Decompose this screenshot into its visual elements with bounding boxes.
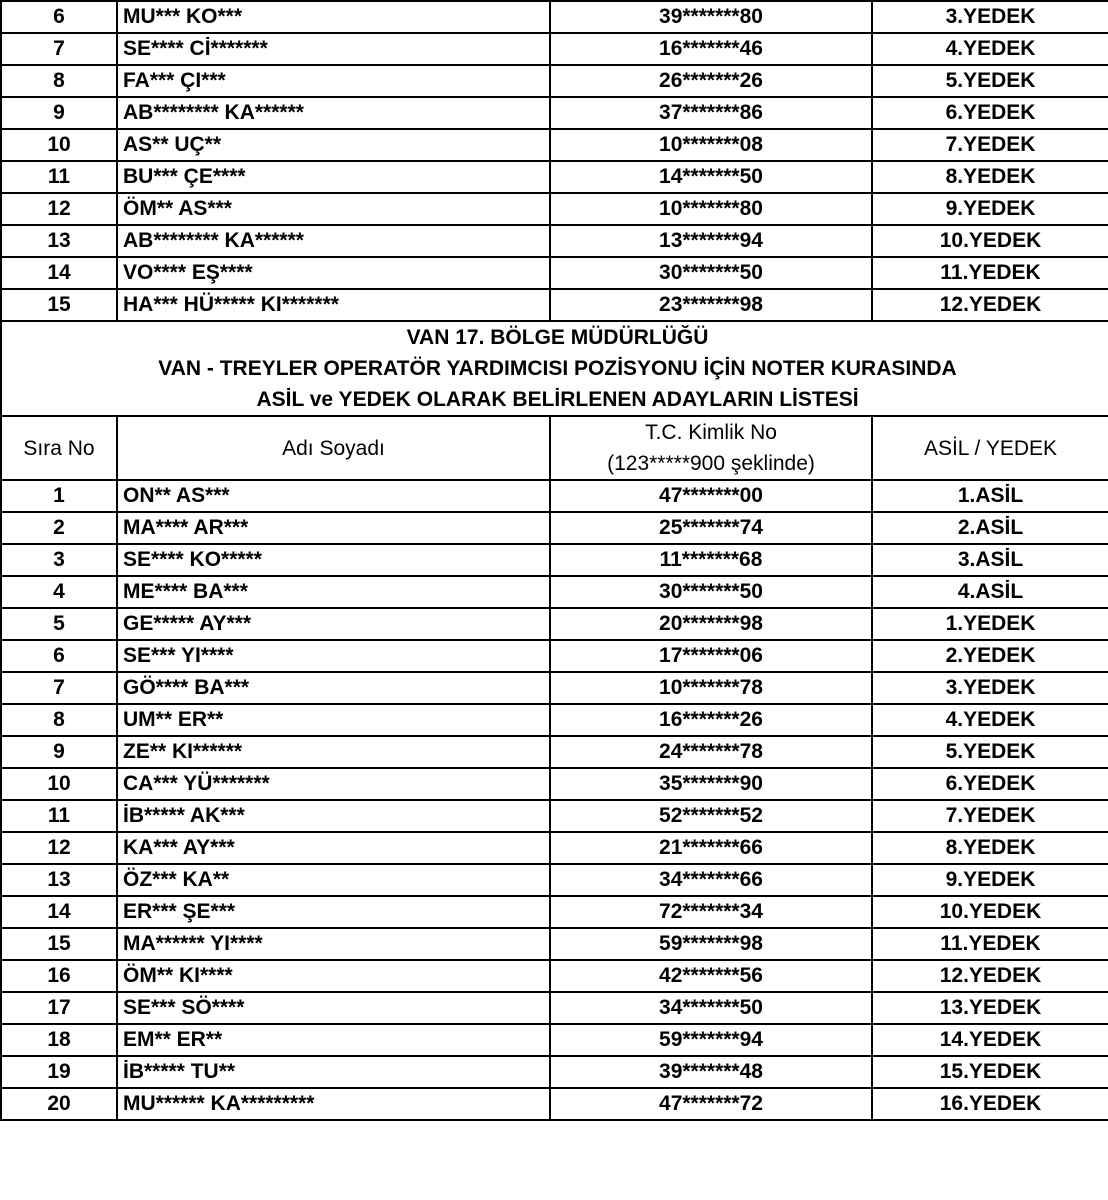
table-row <box>1 992 1108 1024</box>
table-row <box>1 161 1108 193</box>
status-cell: 5.YEDEK <box>872 65 1108 97</box>
candidate-name: SE**** KO***** <box>117 544 550 576</box>
row-number: 18 <box>1 1024 117 1056</box>
title-line-3: ASİL ve YEDEK OLARAK BELİRLENEN ADAYLARIN LİSTESİ <box>256 388 859 411</box>
table-row <box>1 257 1108 289</box>
row-number: 11 <box>1 161 117 193</box>
table-row <box>1 960 1108 992</box>
status-cell: 14.YEDEK <box>872 1024 1108 1056</box>
tc-number: 21*******66 <box>550 832 872 864</box>
table-row <box>1 193 1108 225</box>
status-cell: 7.YEDEK <box>872 800 1108 832</box>
row-number: 1 <box>1 480 117 512</box>
tc-number: 10*******08 <box>550 129 872 161</box>
tc-number: 16*******46 <box>550 33 872 65</box>
status-cell: 7.YEDEK <box>872 129 1108 161</box>
row-number: 17 <box>1 992 117 1024</box>
status-cell: 12.YEDEK <box>872 289 1108 321</box>
candidate-name: ER*** ŞE*** <box>117 896 550 928</box>
table-row <box>1 736 1108 768</box>
table-row <box>1 640 1108 672</box>
candidate-name: EM** ER** <box>117 1024 550 1056</box>
row-number: 11 <box>1 800 117 832</box>
table-row <box>1 544 1108 576</box>
row-number: 2 <box>1 512 117 544</box>
row-number: 4 <box>1 576 117 608</box>
candidate-name: UM** ER** <box>117 704 550 736</box>
tc-number: 14*******50 <box>550 161 872 193</box>
candidate-name: CA*** YÜ******* <box>117 768 550 800</box>
status-cell: 11.YEDEK <box>872 928 1108 960</box>
candidate-name: AS** UÇ** <box>117 129 550 161</box>
table-row <box>1 1 1108 33</box>
tc-number: 10*******78 <box>550 672 872 704</box>
row-number: 7 <box>1 33 117 65</box>
candidate-name: İB***** TU** <box>117 1056 550 1088</box>
row-number: 10 <box>1 129 117 161</box>
row-number: 8 <box>1 65 117 97</box>
header-sira-no: Sıra No <box>1 416 117 480</box>
section-title-row <box>1 321 1108 416</box>
tc-number: 24*******78 <box>550 736 872 768</box>
status-cell: 13.YEDEK <box>872 992 1108 1024</box>
tc-number: 20*******98 <box>550 608 872 640</box>
tc-number: 26*******26 <box>550 65 872 97</box>
row-number: 12 <box>1 832 117 864</box>
tc-number: 16*******26 <box>550 704 872 736</box>
table-row <box>1 129 1108 161</box>
status-cell: 10.YEDEK <box>872 896 1108 928</box>
row-number: 20 <box>1 1088 117 1120</box>
status-cell: 6.YEDEK <box>872 97 1108 129</box>
table-row <box>1 480 1108 512</box>
status-cell: 16.YEDEK <box>872 1088 1108 1120</box>
tc-number: 10*******80 <box>550 193 872 225</box>
tc-number: 34*******50 <box>550 992 872 1024</box>
section-title <box>1 321 1108 416</box>
table-row <box>1 608 1108 640</box>
table-row <box>1 512 1108 544</box>
candidate-name: ON** AS*** <box>117 480 550 512</box>
candidate-name: AB******** KA****** <box>117 97 550 129</box>
tc-number: 39*******80 <box>550 1 872 33</box>
tc-number: 47*******00 <box>550 480 872 512</box>
candidate-name: VO**** EŞ**** <box>117 257 550 289</box>
row-number: 14 <box>1 257 117 289</box>
table-row <box>1 864 1108 896</box>
status-cell: 9.YEDEK <box>872 864 1108 896</box>
candidate-name: MA****** YI**** <box>117 928 550 960</box>
table-row <box>1 576 1108 608</box>
row-number: 3 <box>1 544 117 576</box>
tc-number: 42*******56 <box>550 960 872 992</box>
candidate-name: SE**** Cİ******* <box>117 33 550 65</box>
tc-number: 52*******52 <box>550 800 872 832</box>
table-row <box>1 800 1108 832</box>
candidate-name: ÖM** KI**** <box>117 960 550 992</box>
row-number: 6 <box>1 640 117 672</box>
tc-number: 23*******98 <box>550 289 872 321</box>
candidate-name: MU****** KA********* <box>117 1088 550 1120</box>
row-number: 13 <box>1 225 117 257</box>
status-cell: 1.YEDEK <box>872 608 1108 640</box>
tc-number: 59*******98 <box>550 928 872 960</box>
row-number: 19 <box>1 1056 117 1088</box>
candidate-name: AB******** KA****** <box>117 225 550 257</box>
tc-number: 37*******86 <box>550 97 872 129</box>
tc-number: 30*******50 <box>550 257 872 289</box>
row-number: 8 <box>1 704 117 736</box>
status-cell: 10.YEDEK <box>872 225 1108 257</box>
candidate-name: KA*** AY*** <box>117 832 550 864</box>
status-cell: 3.YEDEK <box>872 672 1108 704</box>
status-cell: 4.YEDEK <box>872 704 1108 736</box>
status-cell: 5.YEDEK <box>872 736 1108 768</box>
row-number: 13 <box>1 864 117 896</box>
table-row <box>1 33 1108 65</box>
status-cell: 9.YEDEK <box>872 193 1108 225</box>
candidate-name: SE*** SÖ**** <box>117 992 550 1024</box>
tc-number: 39*******48 <box>550 1056 872 1088</box>
table-row <box>1 896 1108 928</box>
candidate-name: MU*** KO*** <box>117 1 550 33</box>
candidate-name: ÖM** AS*** <box>117 193 550 225</box>
table-row <box>1 928 1108 960</box>
table-row <box>1 97 1108 129</box>
tc-number: 25*******74 <box>550 512 872 544</box>
title-line-2: VAN - TREYLER OPERATÖR YARDIMCISI POZİSYONU İÇİN NOTER KURASINDA <box>158 357 957 380</box>
table-row <box>1 704 1108 736</box>
candidate-name: GÖ**** BA*** <box>117 672 550 704</box>
table-row <box>1 65 1108 97</box>
title-line-1: VAN 17. BÖLGE MÜDÜRLÜĞÜ <box>406 326 709 349</box>
header-asil-yedek: ASİL / YEDEK <box>872 416 1108 480</box>
table-header-row <box>1 416 1108 480</box>
tc-number: 35*******90 <box>550 768 872 800</box>
row-number: 14 <box>1 896 117 928</box>
candidate-name: ZE** KI****** <box>117 736 550 768</box>
header-tc-line-2: (123*****900 şeklinde) <box>607 452 815 475</box>
table-row <box>1 832 1108 864</box>
status-cell: 3.ASİL <box>872 544 1108 576</box>
candidate-name: BU*** ÇE**** <box>117 161 550 193</box>
status-cell: 2.ASİL <box>872 512 1108 544</box>
row-number: 15 <box>1 289 117 321</box>
row-number: 12 <box>1 193 117 225</box>
candidate-name: ME**** BA*** <box>117 576 550 608</box>
header-tc-kimlik-no <box>550 416 872 480</box>
tc-number: 13*******94 <box>550 225 872 257</box>
row-number: 5 <box>1 608 117 640</box>
candidate-name: MA**** AR*** <box>117 512 550 544</box>
row-number: 16 <box>1 960 117 992</box>
candidate-name: SE*** YI**** <box>117 640 550 672</box>
tc-number: 72*******34 <box>550 896 872 928</box>
status-cell: 4.ASİL <box>872 576 1108 608</box>
table-row <box>1 1024 1108 1056</box>
tc-number: 17*******06 <box>550 640 872 672</box>
tc-number: 47*******72 <box>550 1088 872 1120</box>
candidate-name: GE***** AY*** <box>117 608 550 640</box>
table-row <box>1 768 1108 800</box>
tc-number: 11*******68 <box>550 544 872 576</box>
status-cell: 4.YEDEK <box>872 33 1108 65</box>
table-row <box>1 289 1108 321</box>
status-cell: 8.YEDEK <box>872 832 1108 864</box>
candidate-name: ÖZ*** KA** <box>117 864 550 896</box>
candidate-name: HA*** HÜ***** KI******* <box>117 289 550 321</box>
status-cell: 1.ASİL <box>872 480 1108 512</box>
row-number: 7 <box>1 672 117 704</box>
status-cell: 6.YEDEK <box>872 768 1108 800</box>
tc-number: 30*******50 <box>550 576 872 608</box>
table-row <box>1 225 1108 257</box>
tc-number: 59*******94 <box>550 1024 872 1056</box>
table-row <box>1 672 1108 704</box>
table-row <box>1 1056 1108 1088</box>
row-number: 6 <box>1 1 117 33</box>
status-cell: 15.YEDEK <box>872 1056 1108 1088</box>
row-number: 10 <box>1 768 117 800</box>
status-cell: 3.YEDEK <box>872 1 1108 33</box>
row-number: 9 <box>1 97 117 129</box>
row-number: 15 <box>1 928 117 960</box>
candidate-name: FA*** ÇI*** <box>117 65 550 97</box>
status-cell: 2.YEDEK <box>872 640 1108 672</box>
header-adi-soyadi: Adı Soyadı <box>117 416 550 480</box>
status-cell: 12.YEDEK <box>872 960 1108 992</box>
status-cell: 11.YEDEK <box>872 257 1108 289</box>
row-number: 9 <box>1 736 117 768</box>
tc-number: 34*******66 <box>550 864 872 896</box>
status-cell: 8.YEDEK <box>872 161 1108 193</box>
candidate-name: İB***** AK*** <box>117 800 550 832</box>
table-row <box>1 1088 1108 1120</box>
header-tc-line-1: T.C. Kimlik No <box>645 421 777 444</box>
